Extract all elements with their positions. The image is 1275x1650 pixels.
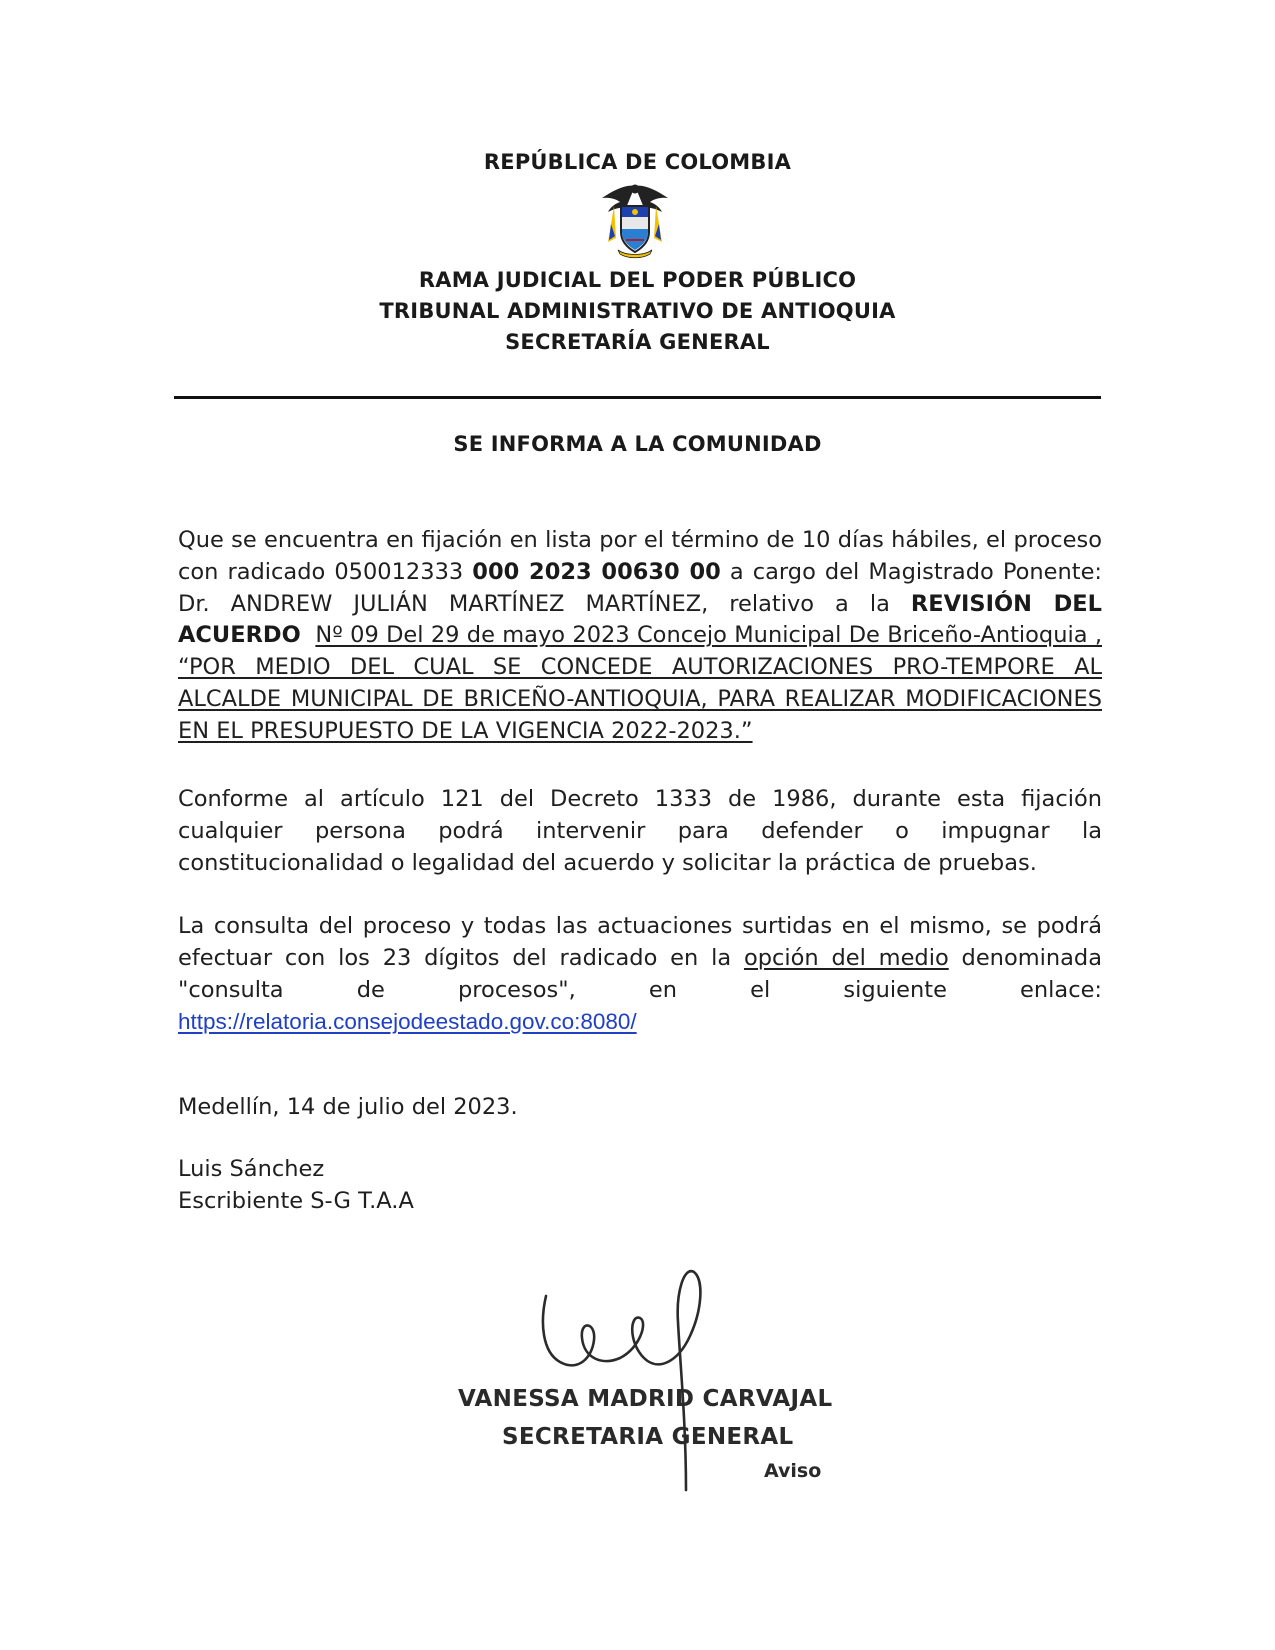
notice-paragraph-2: Conforme al artículo 121 del Decreto 1333 de 1986, durante esta fijación cualquier persona podrá intervenir para defender o impugnar la constitucionalidad o legalidad del acuerdo y solicitar la práctica de pruebas. [178,786,1102,876]
secretariat-heading: SECRETARÍA GENERAL [505,330,770,354]
paragraph-3-text-end: denominada "consulta de procesos", en el siguiente enlace: [178,944,1102,1003]
date-line: Medellín, 14 de julio del 2023. [178,1094,518,1120]
writer-name: Luis Sánchez [178,1156,325,1182]
consultation-link[interactable]: https://relatoria.consejodeestado.gov.co:8080/ [178,1009,637,1035]
country-heading: REPÚBLICA DE COLOMBIA [483,150,792,174]
paragraph-1-magistrate: a cargo del Magistrado Ponente: Dr. ANDREW JULIÁN MARTÍNEZ MARTÍNEZ, relativo a la [178,558,1102,617]
writer-role: Escribiente S-G T.A.A [178,1188,414,1214]
notice-type-label: Aviso [764,1460,822,1482]
tribunal-heading: TRIBUNAL ADMINISTRATIVO DE ANTIOQUIA [379,299,896,323]
radicado-number: 000 2023 00630 00 [472,558,721,585]
colombia-coat-of-arms-icon [596,180,674,260]
signatory-name: VANESSA MADRID CARVAJAL [458,1386,833,1412]
header-divider [174,396,1101,399]
notice-paragraph-3 [178,911,1102,1039]
notice-title: SE INFORMA A LA COMUNIDAD [453,432,822,456]
notice-paragraph-1 [178,525,1102,748]
medium-option-text: opción del medio [743,944,949,971]
paragraph-3-text: La consulta del proceso y todas las actuaciones surtidas en el mismo, se podrá efectuar con los 23 dígitos del radicado en la [178,913,1102,971]
handwritten-signature [530,1262,750,1492]
branch-heading: RAMA JUDICIAL DEL PODER PÚBLICO [418,268,857,292]
agreement-reference: Nº 09 Del 29 de mayo 2023 Concejo Municipal De Briceño-Antioquia , “POR MEDIO DEL CUAL SE CONCEDE AUTORIZACIONES PRO-TEMPORE AL ALCALDE MUNICIPAL DE BRICEÑO-ANTIOQUIA, PARA REALIZAR MODIFICACIONES EN EL PRESUPUESTO DE LA VIGENCIA 2022-2023.” [178,622,1102,744]
signatory-title: SECRETARIA GENERAL [502,1424,794,1450]
paragraph-1-intro: Que se encuentra en fijación en lista por el término de 10 días hábiles, el proceso con radicado 050012333 [178,527,1102,585]
revision-subject: REVISIÓN DEL ACUERDO [178,590,1102,649]
